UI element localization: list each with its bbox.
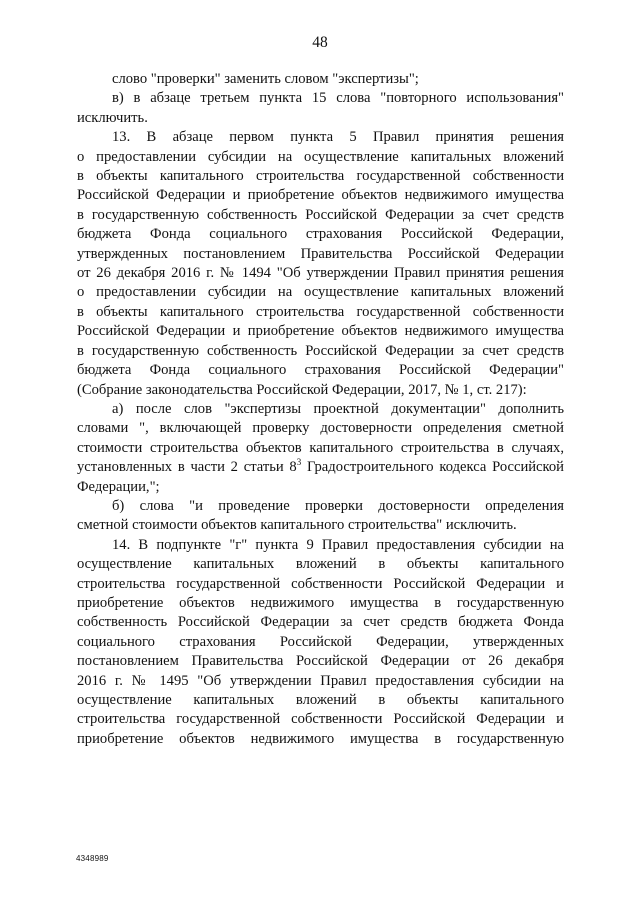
text-line-content: (Собрание законодательства Российской Федерации, 2017, № 1, ст. 217): (77, 381, 527, 398)
document-id: 4348989 (76, 854, 109, 863)
text-line (77, 613, 564, 632)
text-line (77, 245, 564, 264)
text-line (77, 710, 564, 729)
text-line (77, 419, 564, 438)
text-line (77, 381, 564, 400)
text-line (77, 458, 564, 477)
text-line-content: Федерации,"; (77, 478, 160, 495)
text-line-content: постановлением Правительства Российской Федерации от 26 декабря (77, 653, 564, 670)
text-line (77, 303, 564, 322)
text-line (77, 186, 564, 205)
text-line-content: осуществление капитальных вложений в объекты капитального (77, 692, 564, 708)
text-line-content: строительства государственной собственности Российской Федерации и (77, 711, 564, 728)
text-line-content: бюджета Фонда социального страхования Российской Федерации, (77, 226, 564, 243)
page-number: 48 (312, 34, 328, 51)
text-line-content: Российской Федерации и приобретение объектов недвижимого имущества (77, 323, 564, 340)
text-line (77, 691, 564, 710)
text-line (77, 283, 564, 302)
text-line-content: в) в абзаце третьем пункта 15 слова "повторного использования" (112, 90, 564, 107)
text-line-content: в объекты капитального строительства государственной собственности (77, 168, 564, 185)
text-line-content: приобретение объектов недвижимого имущества в государственную (77, 730, 564, 747)
text-line-content: а) после слов "экспертизы проектной документации" дополнить (112, 400, 564, 417)
text-line-content: сметной стоимости объектов капитального строительства" исключить. (77, 517, 517, 534)
text-line-content: в государственную собственность Российской Федерации за счет средств (77, 342, 564, 359)
text-line (77, 264, 564, 283)
text-line (77, 128, 564, 147)
text-line-content: собственность Российской Федерации за счет средств бюджета Фонда (77, 614, 564, 631)
text-line (77, 730, 564, 749)
text-line-content: в государственную собственность Российской Федерации за счет средств (77, 206, 564, 223)
text-line (77, 516, 564, 535)
text-line (77, 652, 564, 671)
text-line-content: 2016 г. № 1495 "Об утверждении Правил предоставления субсидии на (77, 672, 564, 689)
text-line (77, 439, 564, 458)
text-line-continuation: Градостроительного кодекса Российской (301, 459, 564, 476)
text-line (77, 536, 564, 555)
text-line-content: установленных в части 2 статьи 8 (77, 459, 297, 476)
text-line (77, 594, 564, 613)
text-line (77, 575, 564, 594)
text-line-content: в объекты капитального строительства государственной собственности (77, 303, 564, 320)
text-line-content: от 26 декабря 2016 г. № 1494 "Об утверждении Правил принятия решения (77, 265, 564, 282)
text-line (77, 225, 564, 244)
text-line-content: бюджета Фонда социального страхования Российской Федерации" (77, 362, 564, 379)
superscript: 3 (296, 457, 302, 468)
text-line (77, 400, 564, 419)
text-line-content: о предоставлении субсидии на осуществление капитальных вложений (77, 148, 564, 165)
text-line (77, 633, 564, 652)
document-body (77, 70, 564, 749)
text-line-content: стоимости строительства объектов капитального строительства в случаях, (77, 439, 564, 456)
text-line (77, 555, 564, 574)
text-line-content: о предоставлении субсидии на осуществление капитальных вложений (77, 284, 564, 301)
text-line-content: слово "проверки" заменить словом "экспертизы"; (112, 71, 419, 87)
text-line (77, 167, 564, 186)
text-line (77, 89, 564, 108)
text-line (77, 109, 564, 128)
text-line (77, 361, 564, 380)
text-line-content: утвержденных постановлением Правительства Российской Федерации (77, 245, 564, 262)
text-line (77, 478, 564, 497)
text-line (77, 672, 564, 691)
text-line-content: 13. В абзаце первом пункта 5 Правил принятия решения (112, 129, 564, 146)
text-line-content: осуществление капитальных вложений в объекты капитального (77, 556, 564, 573)
text-line (77, 322, 564, 341)
text-line-content: исключить. (77, 109, 148, 126)
text-line-content: словами ", включающей проверку достоверности определения сметной (77, 420, 564, 437)
text-line (77, 497, 564, 516)
text-line-content: приобретение объектов недвижимого имущества в государственную (77, 594, 564, 611)
text-line (77, 148, 564, 167)
text-line (77, 206, 564, 225)
text-line-content: Российской Федерации и приобретение объектов недвижимого имущества (77, 187, 564, 204)
text-line-content: социального страхования Российской Федерации, утвержденных (77, 633, 564, 650)
text-line (77, 70, 564, 89)
text-line-content: строительства государственной собственности Российской Федерации и (77, 575, 564, 592)
text-line-content: б) слова "и проведение проверки достоверности определения (112, 497, 564, 514)
text-line (77, 342, 564, 361)
text-line-content: 14. В подпункте "г" пункта 9 Правил предоставления субсидии на (112, 536, 564, 553)
